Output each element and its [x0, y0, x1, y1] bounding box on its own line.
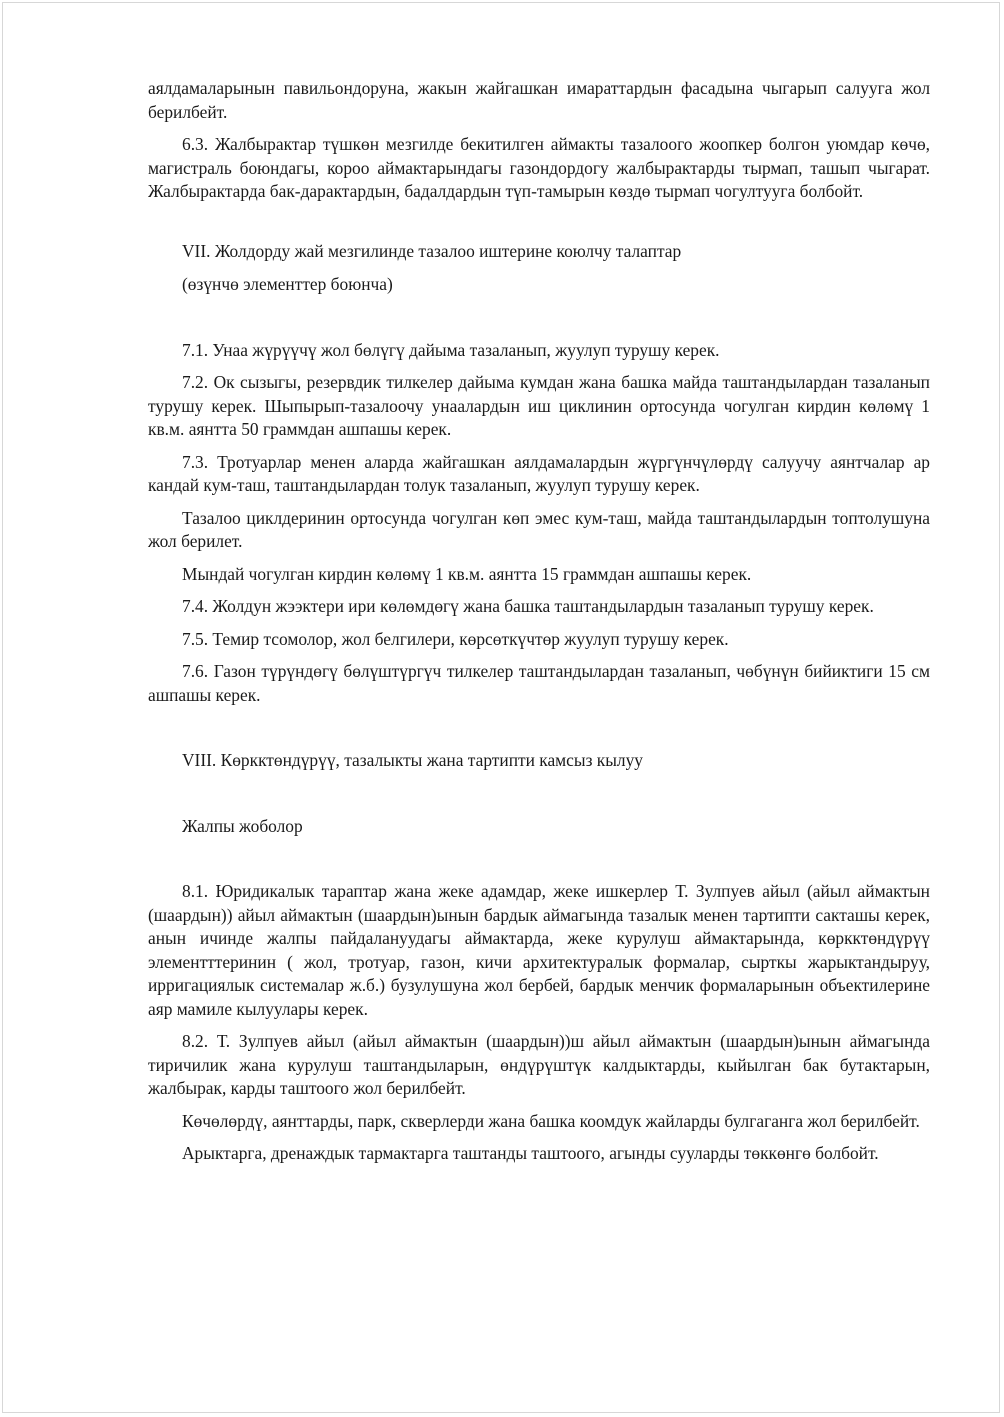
- document-page: [2, 2, 1000, 1413]
- paragraph-7-3-cont: Тазалоо циклдеринин ортосунда чогулган көп эмес кум-таш, майда таштандылардын топтолушуна жол берилет.: [148, 507, 930, 551]
- paragraph-8-2-ditches: Арыктарга, дренаждык тармактарга таштанды таштоого, агынды сууларды төккөнгө болбойт.: [182, 1143, 879, 1163]
- paragraph-7-5: 7.5. Темир тсомолор, жол белгилери, көрсөткүчтөр жуулуп турушу керек.: [182, 628, 729, 649]
- paragraph-7-3-limit: Мындай чогулган кирдин көлөмү 1 кв.м. аянтта 15 граммдан ашпашы керек.: [182, 563, 752, 584]
- paragraph-7-3: 7.3. Тротуарлар менен аларда жайгашкан аялдамалардын жүргүнчүлөрдү салуучу аянтчалар ар кандай кум-таш, таштандылардан толук тазаланып, жуулуп турушу керек.: [148, 451, 930, 495]
- paragraph-8-2-streets: Көчөлөрдү, аянттарды, парк, скверлерди жана башка коомдук жайларды булгаганга жол берилбейт.: [182, 1110, 920, 1131]
- section-subheading-viii: Жалпы жоболор: [182, 815, 303, 836]
- paragraph-8-2: 8.2. Т. Зулпуев айыл (айыл аймактын (шаардын))ш айыл аймактын (шаардын)ынын аймагында тиричилик жана курулуш таштандыларын, өндүрүштүк калдыктарды, кыйылган бак бутактарын, жалбырак, карды таштоого жол берилбейт.: [148, 1031, 930, 1098]
- paragraph-7-2: 7.2. Ок сызыгы, резервдик тилкелер дайыма кумдан жана башка майда таштандылардан тазаланып турушу керек. Шыпырып-тазалоочу унаалардын иш циклинин ортосунда чогулган кирдин көлөмү 1 кв.м. аянтта 50 граммдан ашпашы керек.: [148, 372, 930, 439]
- paragraph-7-6: 7.6. Газон түрүндөгү бөлүштүргүч тилкелер таштандылардан тазаланып, чөбүнүн бийиктиги 15 см ашпашы керек.: [148, 661, 930, 705]
- paragraph-7-1: 7.1. Унаа жүрүүчү жол бөлүгү дайыма тазаланып, жуулуп турушу керек.: [182, 339, 720, 360]
- document-body: [148, 77, 930, 1175]
- section-heading-vii: VII. Жолдорду жай мезгилинде тазалоо иштерине коюлчу талаптар: [182, 240, 682, 261]
- paragraph-6-3: 6.3. Жалбырактар түшкөн мезгилде бекитилген аймакты тазалоого жоопкер болгон уюмдар көчө, магистраль боюндагы, короо аймактарындагы газондордогу жалбырактарды тырмап, ташып чыгарат. Жалбырактарда бак-дарактардын, бадалдардын түп-тамырын көздө тырмап чогултууга болбойт.: [148, 134, 930, 201]
- paragraph-continuation: аялдамаларынын павильондоруна, жакын жайгашкан имараттардын фасадына чыгарып салууга жол берилбейт.: [148, 78, 930, 122]
- section-heading-viii: VIII. Көркктөндүрүү, тазалыкты жана тартипти камсыз кылуу: [182, 750, 644, 770]
- paragraph-8-1: 8.1. Юридикалык тараптар жана жеке адамдар, жеке ишкерлер Т. Зулпуев айыл (айыл аймактын (шаардын)) айыл аймактын (шаардын)ынын бардык аймагында тазалык менен тартипти сакташы керек, анын ичинде жалпы пайдалануудагы аймактарда, жеке курулуш аймактарында, көркктөндүрүү элементттеринин ( жол, тротуар, газон, кичи архитектуралык формалар, сырткы жарыктандыруу, ирригациялык системалар ж.б.) бузулушуна жол бербей, бардык менчик формаларынын объектилерине аяр мамиле кылуулары керек.: [148, 881, 930, 1019]
- paragraph-7-4: 7.4. Жолдун жээктери ири көлөмдөгү жана башка таштандылардын тазаланып турушу керек.: [182, 596, 874, 616]
- section-subheading-vii: (өзүнчө элементтер боюнча): [182, 274, 393, 294]
